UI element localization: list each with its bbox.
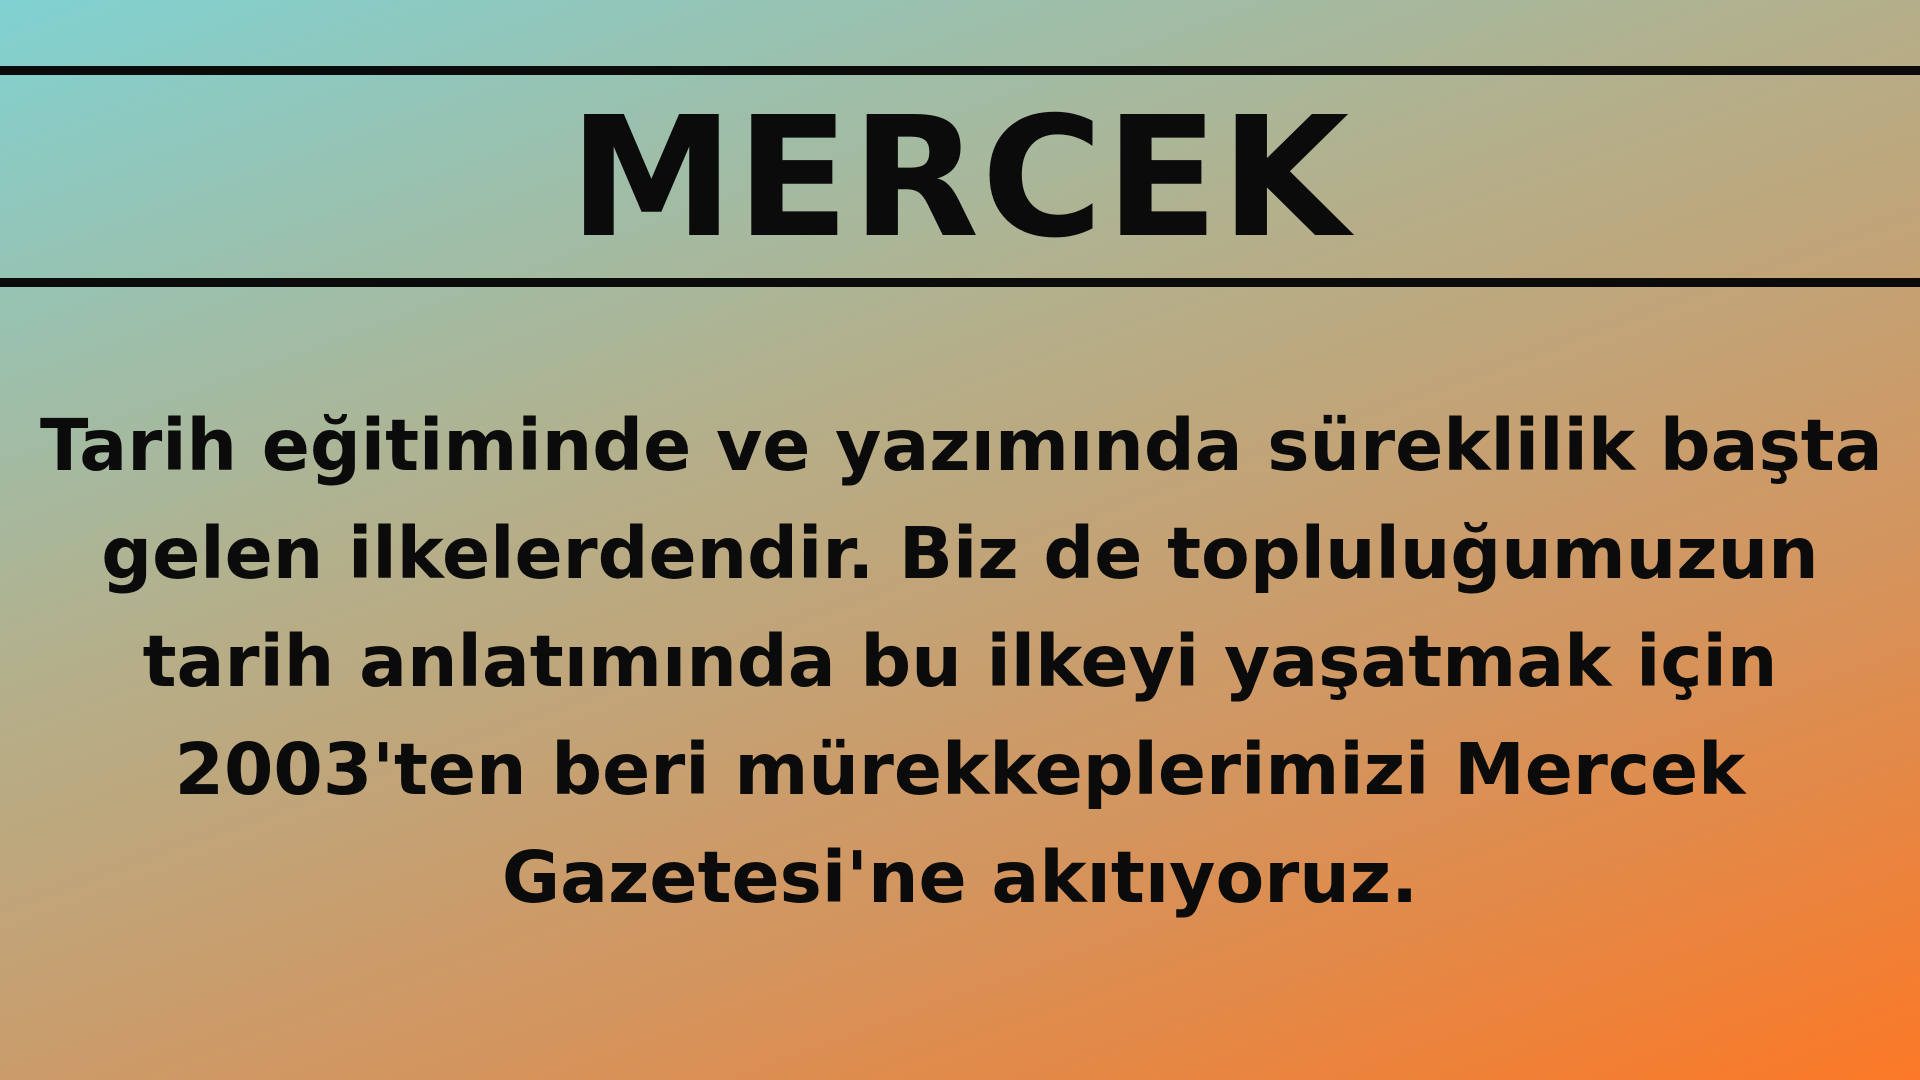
paragraph-line: 2003'ten beri mürekkeplerimizi Mercek [174, 728, 1746, 811]
paragraph-line: Gazetesi'ne akıtıyoruz. [501, 836, 1419, 919]
bottom-divider-line [0, 278, 1920, 287]
intro-paragraph [40, 392, 1883, 932]
paragraph-line: Tarih eğitiminde ve yazımında süreklilik başta [40, 404, 1883, 487]
top-divider-line [0, 66, 1920, 75]
paragraph-line: tarih anlatımında bu ilkeyi yaşatmak için [142, 620, 1778, 703]
page-title: MERCEK [568, 82, 1352, 275]
paragraph-line: gelen ilkelerdendir. Biz de topluluğumuzun [101, 512, 1819, 595]
